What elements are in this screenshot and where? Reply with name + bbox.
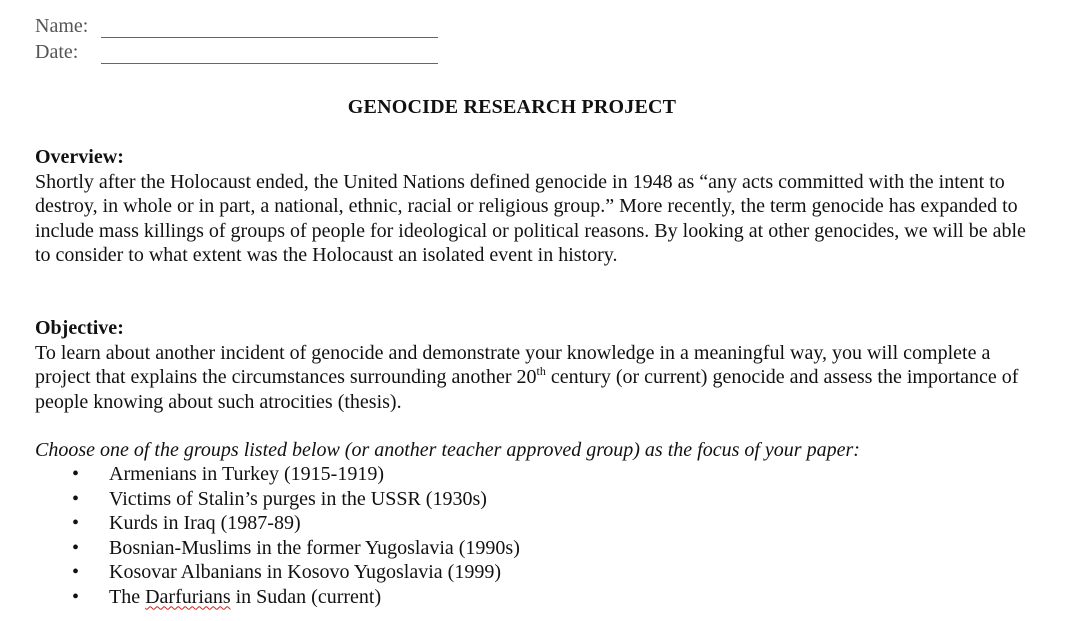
group-option: Armenians in Turkey (1915-1919): [109, 463, 384, 485]
list-item: [0, 511, 1080, 536]
bullet-icon: •: [72, 487, 80, 510]
name-label: Name:: [35, 15, 89, 37]
bullet-icon: •: [72, 561, 80, 583]
name-line: [101, 37, 438, 38]
bullet-icon: •: [72, 585, 80, 608]
spellcheck-flagged-word[interactable]: Darfurians: [145, 585, 231, 608]
date-field: [35, 41, 78, 63]
bullet-icon: •: [72, 536, 80, 559]
list-item: [0, 560, 1080, 585]
objective-section: [35, 316, 1035, 414]
bullet-icon: •: [72, 512, 80, 534]
ordinal-superscript: th: [536, 364, 546, 378]
groups-prompt: Choose one of the groups listed below (or another teacher approved group) as the focus of your paper:: [35, 439, 860, 461]
name-field: [35, 15, 88, 37]
date-label: Date:: [35, 41, 79, 63]
overview-section: [35, 145, 1035, 268]
objective-text: [35, 341, 1035, 415]
list-item: [0, 585, 1080, 610]
date-line: [101, 63, 438, 64]
list-item: [0, 487, 1080, 512]
bullet-icon: •: [72, 463, 80, 485]
objective-heading: Objective:: [35, 317, 124, 339]
list-item: [0, 462, 1080, 487]
overview-text: Shortly after the Holocaust ended, the United Nations defined genocide in 1948 as “any acts committed with the intent to destroy, in whole or in part, a national, ethnic, racial or religious group.” More recently, the term genocide has expanded to include mass killings of groups of people for ideological or political reasons. By looking at other genocides, we will be able to consider to what extent was the Holocaust an isolated event in history.: [35, 170, 1026, 266]
page-title: GENOCIDE RESEARCH PROJECT: [347, 96, 677, 118]
group-option: Kurds in Iraq (1987-89): [109, 512, 301, 534]
group-option: The Darfurians in Sudan (current): [109, 585, 382, 608]
groups-list: [0, 462, 1080, 609]
overview-heading: Overview:: [35, 146, 124, 168]
group-option: Bosnian-Muslims in the former Yugoslavia (1990s): [109, 536, 520, 559]
objective-text-start: To learn about another incident of genocide and demonstrate your knowledge in a meaningful way, you will complete a project that explains the circumstances surrounding another 20: [35, 341, 991, 388]
objective-text-end: century (or current) genocide and assess the importance of people knowing about such atrocities (thesis).: [35, 366, 1019, 413]
group-option: Kosovar Albanians in Kosovo Yugoslavia (1999): [109, 561, 501, 583]
list-item: [0, 536, 1080, 561]
group-option: Victims of Stalin’s purges in the USSR (1930s): [109, 487, 487, 510]
